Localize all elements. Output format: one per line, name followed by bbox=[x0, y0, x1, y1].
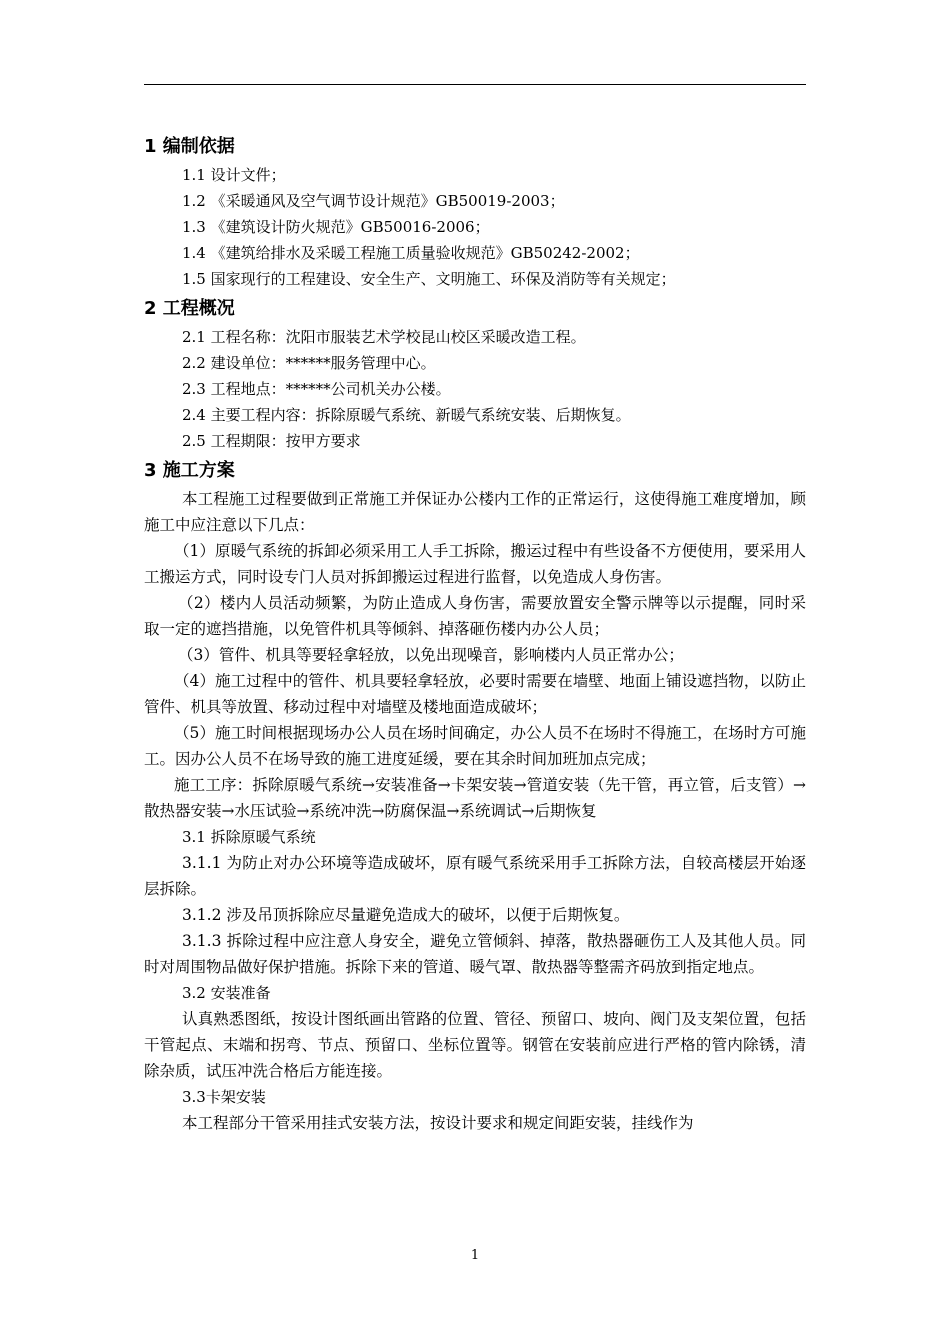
body-paragraph: （2）楼内人员活动频繁，为防止造成人身伤害，需要放置安全警示牌等以示提醒，同时采取一定的遮挡措施，以免管件机具等倾斜、掉落砸伤楼内办公人员； bbox=[144, 594, 806, 638]
list-item: 2.2 建设单位：******服务管理中心。 bbox=[182, 354, 436, 372]
body-paragraph: 本工程部分干管采用挂式安装方法，按设计要求和规定间距安装，挂线作为 bbox=[182, 1114, 694, 1132]
subsection-heading: 3.3卡架安装 bbox=[182, 1088, 266, 1106]
list-item: 2.5 工程期限：按甲方要求 bbox=[182, 432, 361, 450]
header-rule bbox=[144, 84, 806, 85]
list-item: 1.3 《建筑设计防火规范》GB50016-2006； bbox=[182, 218, 490, 236]
section-heading: 1 编制依据 bbox=[144, 136, 235, 157]
subsection-heading: 3.1 拆除原暖气系统 bbox=[182, 828, 316, 846]
body-paragraph: 本工程施工过程要做到正常施工并保证办公楼内工作的正常运行，这使得施工难度增加，顾施工中应注意以下几点： bbox=[144, 490, 806, 534]
body-paragraph: 3.1.1 为防止对办公环境等造成破坏，原有暖气系统采用手工拆除方法，自较高楼层开始逐层拆除。 bbox=[144, 854, 806, 898]
document-body bbox=[144, 132, 806, 1136]
section-heading: 3 施工方案 bbox=[144, 460, 235, 481]
list-item: 1.4 《建筑给排水及采暖工程施工质量验收规范》GB50242-2002； bbox=[182, 244, 640, 262]
list-item: 2.4 主要工程内容：拆除原暖气系统、新暖气系统安装、后期恢复。 bbox=[182, 406, 631, 424]
body-paragraph: 认真熟悉图纸，按设计图纸画出管路的位置、管径、预留口、坡向、阀门及支架位置，包括干管起点、末端和拐弯、节点、预留口、坐标位置等。钢管在安装前应进行严格的管内除锈，清除杂质，试压冲洗合格后方能连接。 bbox=[144, 1010, 806, 1080]
section-heading: 2 工程概况 bbox=[144, 298, 235, 319]
list-item: 1.5 国家现行的工程建设、安全生产、文明施工、环保及消防等有关规定； bbox=[182, 270, 676, 288]
list-item: 1.1 设计文件； bbox=[182, 166, 286, 184]
list-item: 1.2 《采暖通风及空气调节设计规范》GB50019-2003； bbox=[182, 192, 565, 210]
subsection-heading: 3.2 安装准备 bbox=[182, 984, 271, 1002]
body-paragraph: 施工工序：拆除原暖气系统→安装准备→卡架安装→管道安装（先干管，再立管，后支管）→散热器安装→水压试验→系统冲洗→防腐保温→系统调试→后期恢复 bbox=[144, 776, 806, 820]
body-paragraph: （4）施工过程中的管件、机具要轻拿轻放，必要时需要在墙壁、地面上铺设遮挡物，以防止管件、机具等放置、移动过程中对墙壁及楼地面造成破坏； bbox=[144, 672, 806, 716]
list-item: 2.3 工程地点：******公司机关办公楼。 bbox=[182, 380, 451, 398]
page-number: 1 bbox=[470, 1248, 480, 1263]
list-item: 2.1 工程名称：沈阳市服装艺术学校昆山校区采暖改造工程。 bbox=[182, 328, 586, 346]
body-paragraph: （5）施工时间根据现场办公人员在场时间确定，办公人员不在场时不得施工，在场时方可施工。因办公人员不在场导致的施工进度延缓，要在其余时间加班加点完成； bbox=[144, 724, 806, 768]
body-paragraph: （1）原暖气系统的拆卸必须采用工人手工拆除，搬运过程中有些设备不方便使用，要采用人工搬运方式，同时设专门人员对拆卸搬运过程进行监督，以免造成人身伤害。 bbox=[144, 542, 806, 586]
body-paragraph: （3）管件、机具等要轻拿轻放，以免出现噪音，影响楼内人员正常办公； bbox=[178, 646, 684, 664]
body-paragraph: 3.1.3 拆除过程中应注意人身安全，避免立管倾斜、掉落，散热器砸伤工人及其他人员。同时对周围物品做好保护措施。拆除下来的管道、暖气罩、散热器等整需齐码放到指定地点。 bbox=[144, 932, 806, 976]
body-paragraph: 3.1.2 涉及吊顶拆除应尽量避免造成大的破坏，以便于后期恢复。 bbox=[182, 906, 630, 924]
